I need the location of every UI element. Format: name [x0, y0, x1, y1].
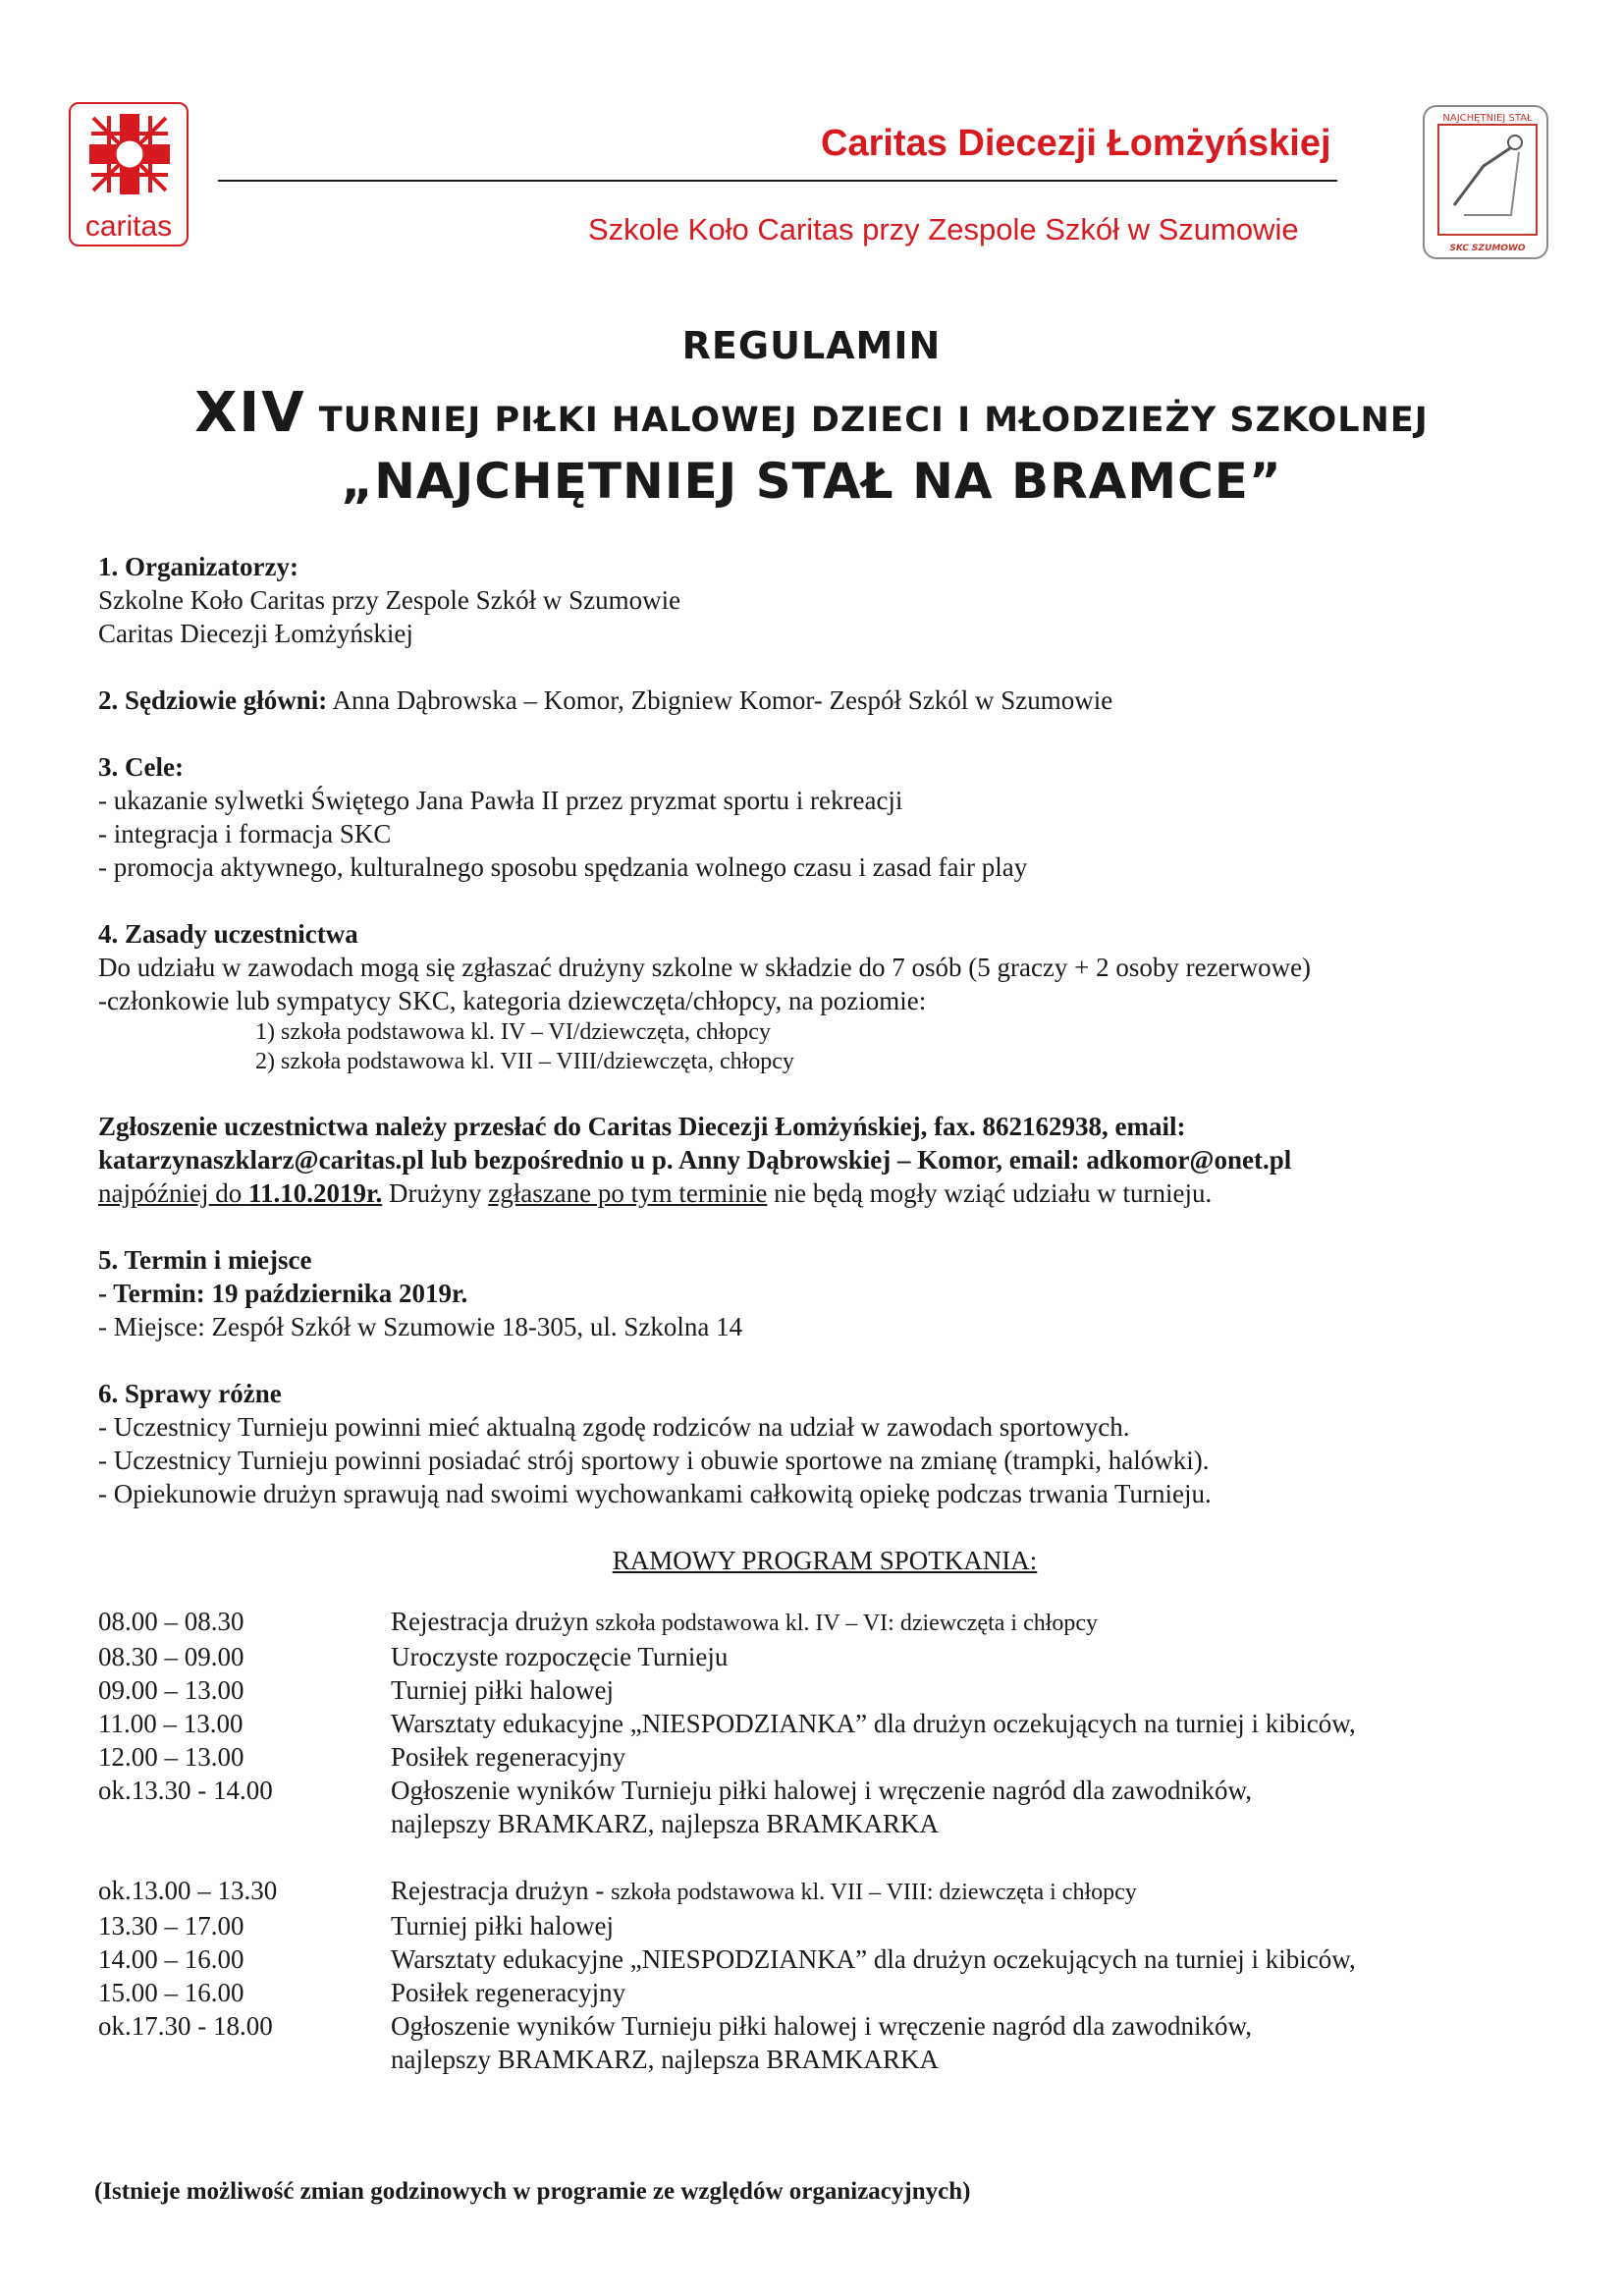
section-registration — [98, 1110, 1551, 1210]
deadline-prefix: najpóźniej do — [98, 1178, 248, 1208]
program-row — [98, 1740, 1551, 1774]
deadline-late: zgłaszane po tym terminie — [488, 1178, 768, 1208]
program-time: 11.00 – 13.00 — [98, 1709, 243, 1738]
section-participation — [98, 917, 1551, 1076]
program-time: 09.00 – 13.00 — [98, 1675, 244, 1705]
section-heading: 4. Zasady uczestnictwa — [98, 919, 358, 949]
program-row — [98, 1673, 1551, 1707]
section-line: - promocja aktywnego, kulturalnego sposobu spędzania wolnego czasu i zasad fair play — [98, 852, 1028, 882]
section-line: Caritas Diecezji Łomżyńskiej — [98, 619, 413, 648]
program-desc: Uroczyste rozpoczęcie Turnieju — [391, 1642, 729, 1671]
section-line: - Uczestnicy Turnieju powinni mieć aktualną zgodę rodziców na udział w zawodach sportowych. — [98, 1412, 1130, 1442]
program-desc: najlepszy BRAMKARZ, najlepsza BRAMKARKA — [391, 2045, 939, 2074]
section-heading: 5. Termin i miejsce — [98, 1245, 312, 1275]
org-subtitle: Szkole Koło Caritas przy Zespole Szkół w Szumowie — [588, 212, 1299, 246]
program-time: 08.30 – 09.00 — [98, 1642, 244, 1671]
program-row — [98, 1976, 1551, 2009]
doc-heading-regulamin: REGULAMIN — [681, 324, 942, 367]
section-date-place — [98, 1243, 1551, 1343]
tournament-title: TURNIEJ PIŁKI HALOWEJ DZIECI I MŁODZIEŻY SZKOLNEJ — [305, 401, 1429, 440]
section-goals — [98, 750, 1551, 884]
event-date: - Termin: 19 października 2019r. — [98, 1279, 468, 1308]
registration-deadline — [98, 1176, 1551, 1210]
section-line: Do udziału w zawodach mogą się zgłaszać drużyny szkolne w składzie do 7 osób (5 graczy + 2 osoby rezerwowe) — [98, 953, 1312, 982]
deadline-text: Drużyny — [382, 1178, 489, 1208]
program-desc: Warsztaty edukacyjne „NIESPODZIANKA” dla drużyn oczekujących na turniej i kibiców, — [391, 1944, 1356, 1974]
program-row — [98, 2043, 1551, 2076]
program-time: 12.00 – 13.00 — [98, 1742, 244, 1772]
program-desc: Turniej piłki halowej — [391, 1911, 614, 1941]
program-time: 08.00 – 08.30 — [98, 1607, 244, 1636]
program-row — [98, 1640, 1551, 1673]
letterhead — [0, 0, 1623, 285]
program-desc-text: Rejestracja drużyn - — [391, 1876, 612, 1905]
program-desc: Ogłoszenie wyników Turnieju piłki halowej i wręczenie nagród dla zawodników, — [391, 1776, 1253, 1805]
org-title: Caritas Diecezji Łomżyńskiej — [821, 123, 1331, 164]
section-line: - integracja i formacja SKC — [98, 819, 392, 848]
tournament-name: „NAJCHĘTNIEJ STAŁ NA BRAMCE” — [341, 453, 1282, 510]
section-heading: 1. Organizatorzy: — [98, 552, 298, 581]
event-place: - Miejsce: Zespół Szkół w Szumowie 18-305, ul. Szkolna 14 — [98, 1312, 743, 1341]
program-time — [98, 1807, 391, 1840]
regulations-body — [98, 550, 1551, 2076]
registration-line: katarzynaszklarz@caritas.pl lub bezpośrednio u p. Anny Dąbrowskiej – Komor, email: adkomor@onet.pl — [98, 1145, 1292, 1175]
svg-text:SKC SZUMOWO: SKC SZUMOWO — [1449, 244, 1526, 253]
program-time: 13.30 – 17.00 — [98, 1911, 244, 1941]
program-desc — [391, 1874, 1551, 1909]
level-item: 1) szkoła podstawowa kl. IV – VI/dziewczęta, chłopcy — [255, 1019, 771, 1045]
document-titles — [0, 324, 1623, 510]
program-row — [98, 1874, 1551, 1909]
program-desc: Turniej piłki halowej — [391, 1675, 614, 1705]
deadline-date: 11.10.2019r. — [247, 1178, 383, 1208]
section-misc — [98, 1377, 1551, 1510]
program-time: ok.13.30 - 14.00 — [98, 1776, 273, 1805]
program-time: 15.00 – 16.00 — [98, 1978, 244, 2007]
program-row — [98, 1605, 1551, 1640]
event-logo — [1423, 105, 1548, 259]
program-desc: Posiłek regeneracyjny — [391, 1742, 626, 1772]
program-block-1 — [98, 1605, 1551, 1840]
caritas-logo — [69, 102, 189, 246]
program-desc-detail: szkoła podstawowa kl. IV – VI: dziewczęta i chłopcy — [595, 1611, 1099, 1636]
section-heading: 2. Sędziowie główni: — [98, 685, 328, 715]
section-line: - Uczestnicy Turnieju powinni posiadać strój sportowy i obuwie sportowe na zmianę (trampki, halówki). — [98, 1446, 1210, 1475]
program-desc: Warsztaty edukacyjne „NIESPODZIANKA” dla drużyn oczekujących na turniej i kibiców, — [391, 1709, 1356, 1738]
section-heading: 6. Sprawy różne — [98, 1379, 282, 1408]
section-referees — [98, 683, 1551, 717]
program-desc — [391, 1605, 1551, 1640]
program-time — [98, 2043, 391, 2076]
section-line — [98, 683, 1551, 717]
edition-number: XIV — [194, 381, 306, 445]
section-organizers — [98, 550, 1551, 650]
program-desc: najlepszy BRAMKARZ, najlepsza BRAMKARKA — [391, 1809, 939, 1838]
program-time: ok.17.30 - 18.00 — [98, 2011, 273, 2041]
program-spacer — [98, 1840, 1551, 1874]
program-row — [98, 1707, 1551, 1740]
caritas-cross-icon — [89, 114, 170, 194]
program-row — [98, 1774, 1551, 1807]
program-desc: Posiłek regeneracyjny — [391, 1978, 626, 2007]
header-divider — [218, 180, 1337, 182]
program-time: 14.00 – 16.00 — [98, 1944, 244, 1974]
footnote: (Istnieje możliwość zmian godzinowych w programie ze względów organizacyjnych) — [94, 2178, 971, 2205]
section-line: - Opiekunowie drużyn sprawują nad swoimi wychowankami całkowitą opiekę podczas trwania Turnieju. — [98, 1479, 1212, 1508]
section-line: Szkolne Koło Caritas przy Zespole Szkół w Szumowie — [98, 585, 681, 615]
program-time: ok.13.00 – 13.30 — [98, 1876, 278, 1905]
program-row — [98, 1807, 1551, 1840]
section-line: - ukazanie sylwetki Świętego Jana Pawła II przez pryzmat sportu i rekreacji — [98, 786, 903, 815]
referees-text: Anna Dąbrowska – Komor, Zbigniew Komor- Zespół Szkól w Szumowie — [327, 685, 1113, 715]
section-heading: 3. Cele: — [98, 752, 184, 782]
section-line: -członkowie lub sympatycy SKC, kategoria dziewczęta/chłopcy, na poziomie: — [98, 986, 927, 1015]
program-desc-detail: szkoła podstawowa kl. VII – VIII: dziewczęta i chłopcy — [611, 1880, 1137, 1905]
caritas-logo-text: caritas — [84, 210, 173, 243]
deadline-text: nie będą mogły wziąć udziału w turnieju. — [767, 1178, 1213, 1208]
program-row — [98, 2009, 1551, 2043]
program-row — [98, 1909, 1551, 1942]
svg-text:NAJCHĘTNIEJ STAŁ: NAJCHĘTNIEJ STAŁ — [1442, 113, 1533, 124]
program-row — [98, 1942, 1551, 1976]
program-desc: Ogłoszenie wyników Turnieju piłki halowej i wręczenie nagród dla zawodników, — [391, 2011, 1253, 2041]
registration-line: Zgłoszenie uczestnictwa należy przesłać do Caritas Diecezji Łomżyńskiej, fax. 862162938, email: — [98, 1112, 1186, 1141]
program-title: RAMOWY PROGRAM SPOTKANIA: — [612, 1546, 1038, 1575]
level-item: 2) szkoła podstawowa kl. VII – VIII/dziewczęta, chłopcy — [255, 1049, 794, 1074]
goalkeeper-icon — [1425, 107, 1548, 259]
doc-heading-tournament — [0, 381, 1623, 445]
program-block-2 — [98, 1874, 1551, 2076]
program-desc-text: Rejestracja drużyn — [391, 1607, 596, 1636]
